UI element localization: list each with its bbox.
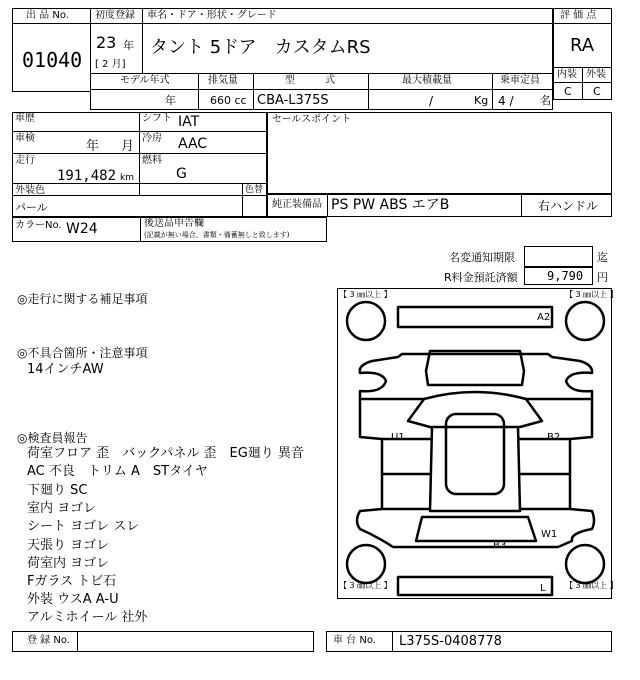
tire-depth-rear-right: 【 3 ㎜以上 】 (565, 581, 618, 590)
tire-depth-front-left: 【 3 ㎜以上 】 (339, 290, 392, 299)
chassis-number-label: 車 台 No. (333, 635, 376, 646)
shift-value: IAT (178, 114, 200, 130)
damage-mark-l: L (540, 583, 546, 594)
equipment-label: 純正装備品 (272, 199, 322, 210)
history-label: 車歴 (15, 113, 35, 124)
model-year-unit: 年 (165, 94, 176, 107)
damage-mark-b2: B2 (547, 432, 561, 443)
capacity-label: 乗車定員 (500, 75, 540, 86)
first-registration-month: [ 2 月] (95, 59, 126, 70)
damage-mark-u1: U1 (391, 432, 405, 443)
inspector-line: アルミホイール 社外 (27, 610, 148, 625)
exterior-color-label: 外装色 (15, 185, 45, 196)
inspector-line: シート ヨゴレ スレ (27, 519, 140, 534)
shaken-year-unit: 年 (86, 139, 100, 154)
inspector-line: 外装 ウスA A-U (27, 592, 119, 607)
name-change-unit: 迄 (597, 251, 608, 264)
registration-number-label: 登 録 No. (27, 635, 70, 646)
first-registration-year: 23 (96, 33, 117, 52)
recycle-unit: 円 (597, 271, 608, 284)
ac-label: 冷房 (142, 133, 162, 144)
inspector-report-label: ◎検査員報告 (17, 431, 88, 445)
inspector-line: Fガラス トビ石 (27, 574, 117, 589)
displacement-value: 660 cc (210, 94, 247, 107)
interior-label: 内装 (557, 69, 577, 80)
inspector-line: 室内 ヨゴレ (27, 501, 97, 516)
car-outline-drawing (338, 289, 611, 598)
inspector-line: 荷室内 ヨゴレ (27, 556, 110, 571)
defects-label: ◎不具合箇所・注意事項 (17, 346, 148, 360)
year-unit: 年 (123, 39, 134, 52)
equipment-value: PS PW ABS エアB (331, 197, 450, 213)
defects-line: 14インチAW (27, 362, 104, 377)
ac-value: AAC (178, 136, 208, 152)
capacity-unit: 名 (540, 94, 551, 107)
model-code-label: 型 式 (285, 75, 335, 86)
inspector-line: 下廻り SC (27, 483, 88, 498)
shaken-month-unit: 月 (121, 139, 135, 154)
mileage-label: 走行 (15, 155, 35, 166)
model-year-label: モデル年式 (120, 75, 170, 86)
shift-label: シフト (142, 113, 172, 124)
rating-value: RA (570, 35, 595, 56)
exterior-label: 外装 (586, 69, 606, 80)
documents-note: (記載が無い場合、書類・備蓄無しと致します) (144, 231, 290, 239)
sales-point-label: セールスポイント (272, 114, 352, 125)
color-change-label: 色替 (245, 185, 264, 195)
car-name-label: 車名・ドア・形状・グレード (147, 10, 277, 21)
lot-number: 01040 (22, 48, 83, 72)
inspector-line: AC 不良 トリム A STタイヤ (27, 464, 208, 479)
tire-depth-front-right: 【 3 ㎜以上 】 (565, 290, 618, 299)
inspector-line: 天張り ヨゴレ (27, 538, 110, 553)
damage-mark-w1: W1 (541, 529, 558, 540)
mileage-unit: km (120, 173, 134, 183)
chassis-number: L375S-0408778 (399, 634, 502, 649)
color-number: W24 (66, 221, 98, 237)
lot-number-label: 出 品 No. (26, 10, 69, 21)
driving-notes-label: ◎走行に関する補足事項 (17, 292, 148, 306)
name-change-label: 名変通知期限 (449, 251, 515, 264)
fuel-label: 燃料 (142, 155, 162, 166)
inspector-line: 荷室フロア 歪 バックパネル 歪 EG廻り 異音 (27, 446, 304, 461)
exterior-grade: C (593, 85, 601, 98)
documents-label: 後送品申告欄 (144, 218, 204, 229)
interior-grade: C (564, 85, 572, 98)
recycle-amount: 9,790 (547, 269, 584, 283)
max-load-value: / (429, 94, 434, 108)
handle-value: 右ハンドル (538, 199, 599, 213)
rating-label: 評 価 点 (560, 10, 597, 21)
recycle-label: R料金預託済額 (444, 271, 518, 284)
shaken-label: 車検 (15, 133, 35, 144)
first-registration-label: 初度登録 (95, 10, 135, 21)
max-load-unit: Kg (474, 94, 489, 107)
car-name: タント 5ドア カスタムRS (150, 37, 371, 58)
mileage-value: 191,482 (57, 168, 117, 184)
displacement-label: 排気量 (208, 75, 238, 86)
name-change-field (524, 246, 593, 267)
exterior-color: パール (15, 201, 48, 214)
damage-mark-b3: B3 (493, 540, 507, 551)
max-load-label: 最大積載量 (402, 75, 452, 86)
color-number-label: カラーNo. (15, 220, 62, 231)
tire-depth-rear-left: 【 3 ㎜以上 】 (339, 581, 392, 590)
color-box (12, 183, 267, 217)
damage-mark-a2: A2 (537, 312, 551, 323)
model-code: CBA-L375S (257, 93, 329, 108)
damage-diagram (337, 288, 612, 599)
capacity-value: 4 / (498, 94, 514, 108)
fuel-value: G (176, 166, 187, 182)
